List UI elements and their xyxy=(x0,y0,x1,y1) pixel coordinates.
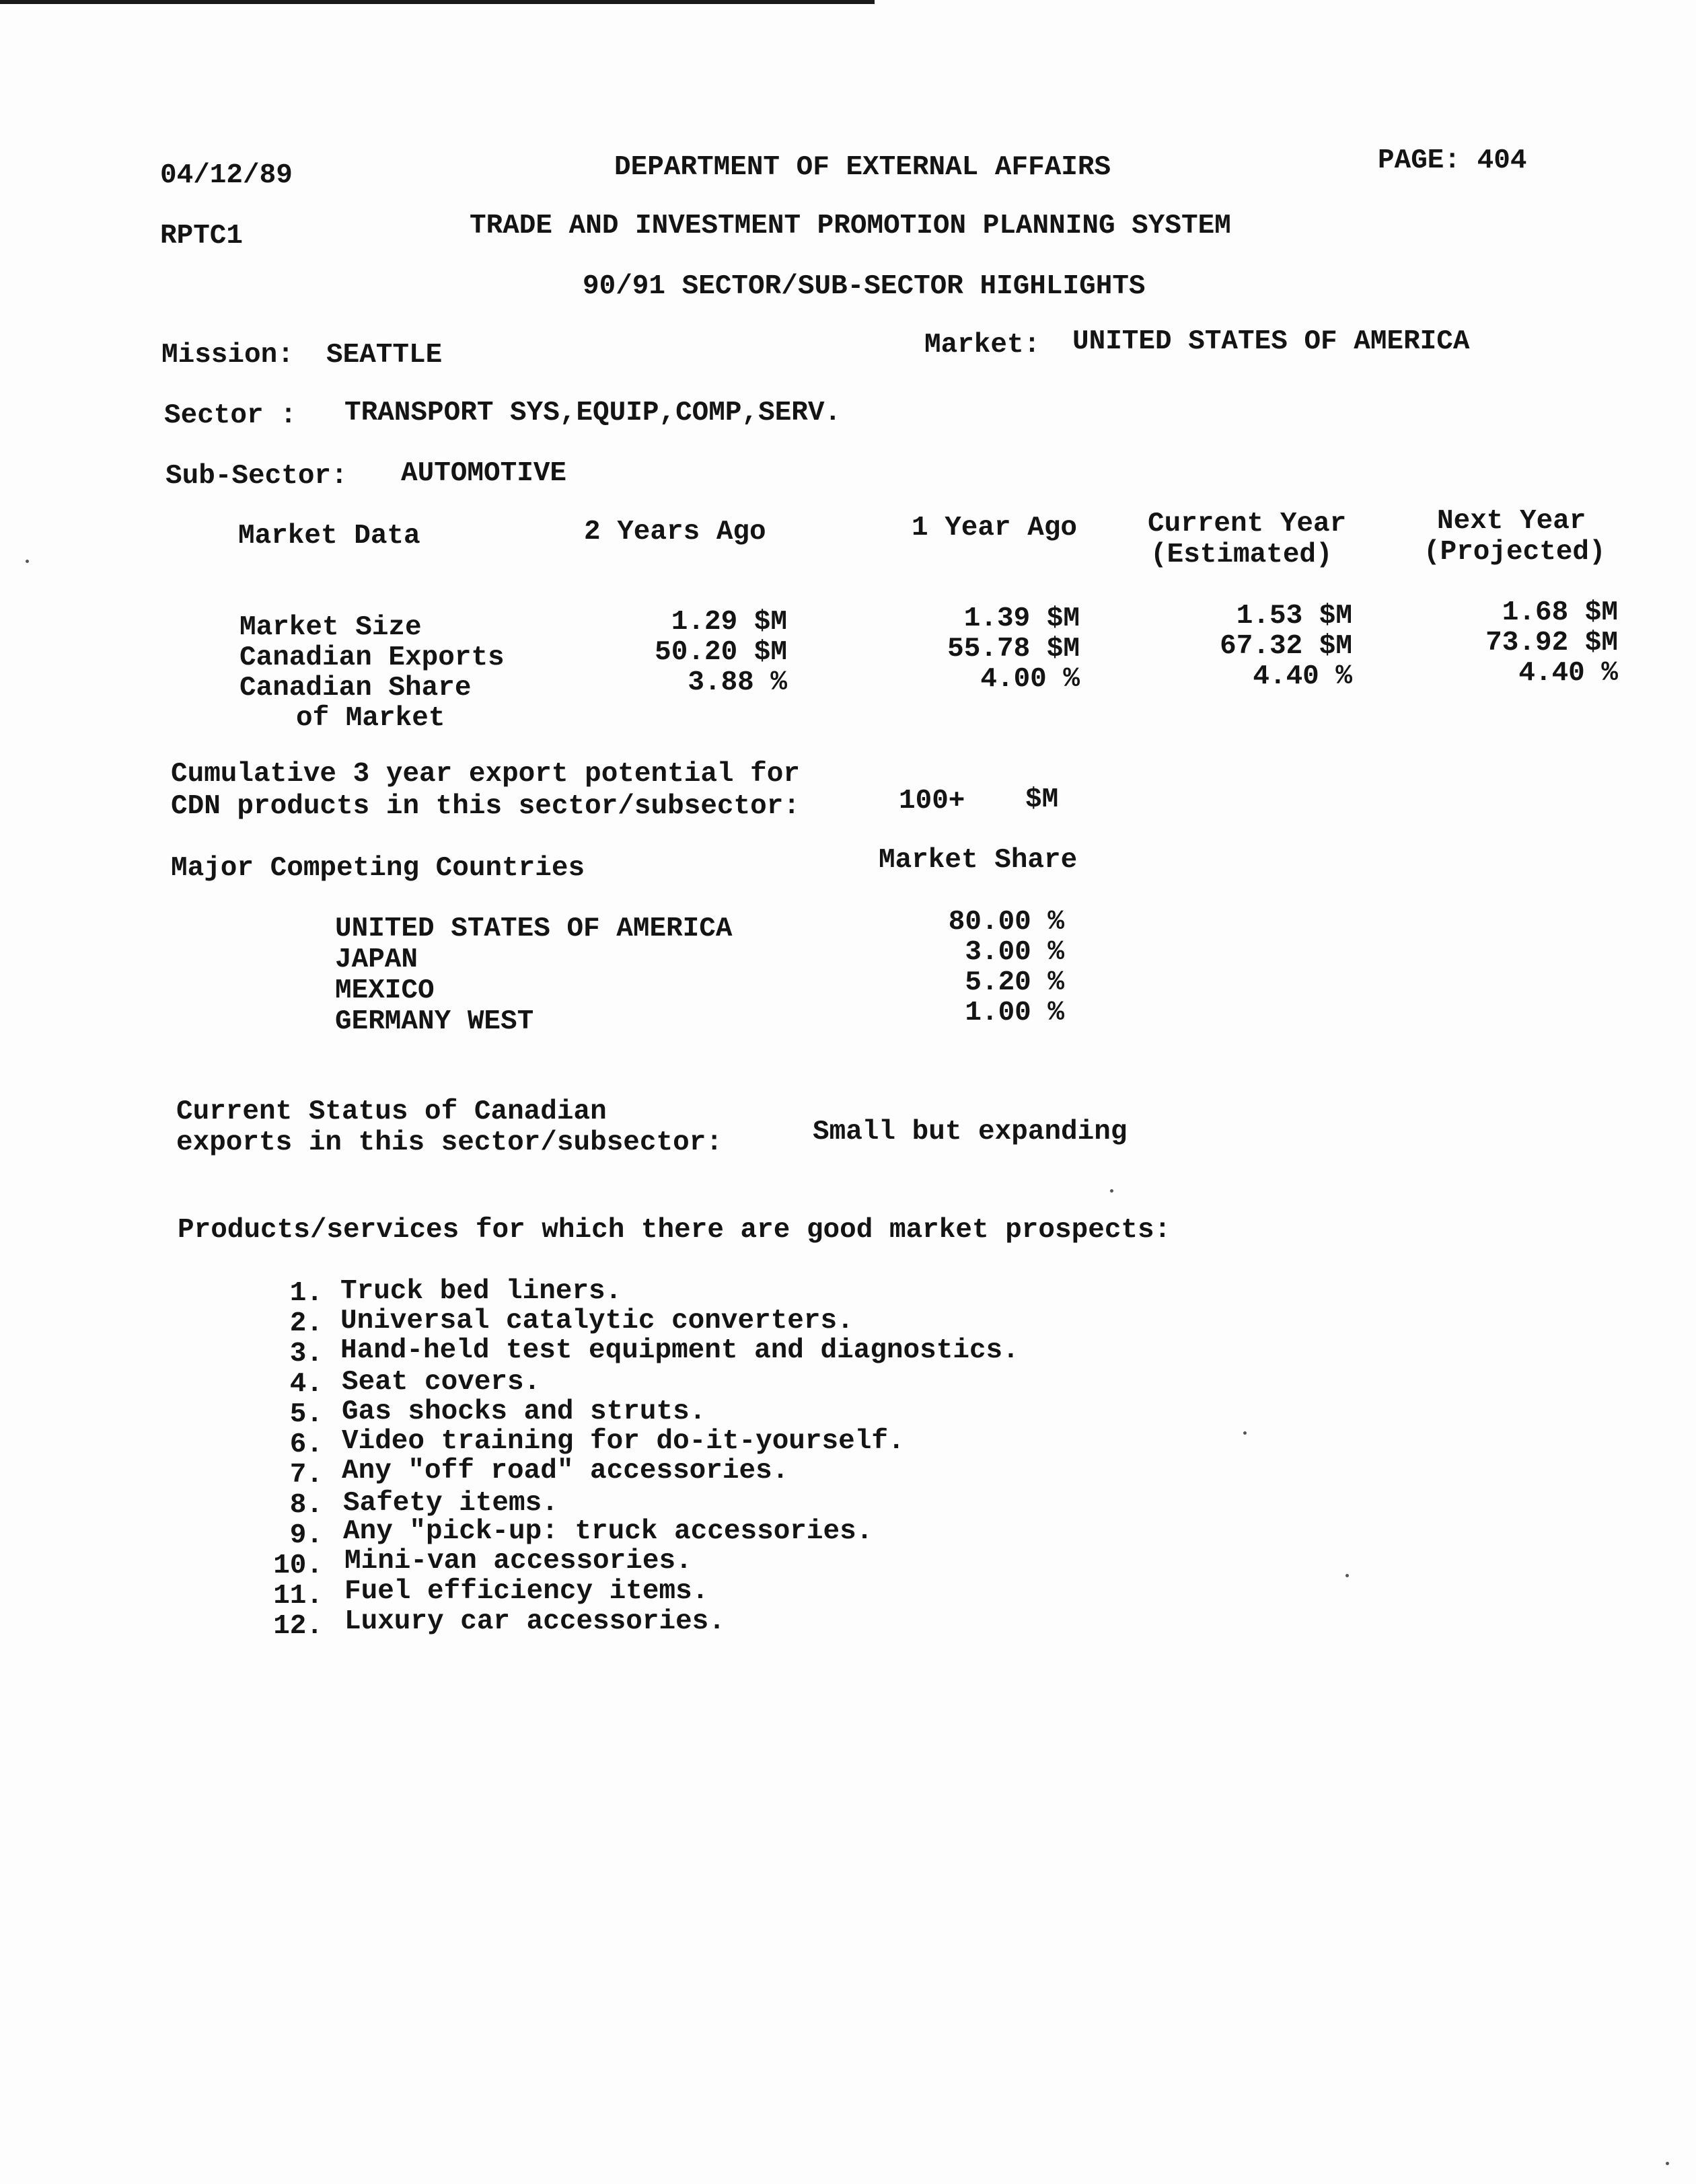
competitor-share-usa: 80.00 % xyxy=(948,907,1064,938)
table-header-current-year: Current Year xyxy=(1148,509,1347,539)
competitor-share-mexico: 5.20 % xyxy=(965,967,1064,998)
competitor-country-mexico: MEXICO xyxy=(335,975,435,1006)
prospect-item: Luxury car accessories. xyxy=(344,1606,725,1637)
department-title: DEPARTMENT OF EXTERNAL AFFAIRS xyxy=(614,152,1111,183)
market-value: UNITED STATES OF AMERICA xyxy=(1072,326,1470,357)
row-label-market-size: Market Size xyxy=(239,612,422,643)
prospect-number: 12. xyxy=(273,1611,323,1642)
canadian-exports-1-year-ago: 55.78 $M xyxy=(947,634,1080,665)
canadian-exports-2-years-ago: 50.20 $M xyxy=(655,637,787,668)
prospect-item: Hand-held test equipment and diagnostics. xyxy=(340,1335,1019,1366)
prospect-item: Safety items. xyxy=(343,1488,558,1519)
competitors-heading: Major Competing Countries xyxy=(171,853,585,884)
prospect-number: 10. xyxy=(273,1550,323,1581)
prospect-number: 11. xyxy=(273,1581,323,1612)
market-label: Market: xyxy=(924,330,1041,361)
canadian-share-next-year: 4.40 % xyxy=(1518,658,1618,689)
prospects-heading: Products/services for which there are good market prospects: xyxy=(178,1215,1171,1246)
prospect-number: 2. xyxy=(289,1308,323,1339)
market-size-next-year: 1.68 $M xyxy=(1502,597,1618,628)
table-header-projected: (Projected) xyxy=(1424,537,1606,568)
table-header-estimated: (Estimated) xyxy=(1150,539,1333,570)
prospect-number: 1. xyxy=(289,1278,323,1309)
scan-edge-line xyxy=(0,0,875,4)
prospect-number: 6. xyxy=(289,1429,323,1460)
export-potential-value: 100+ xyxy=(899,786,965,817)
prospect-number: 4. xyxy=(289,1369,323,1400)
competitor-share-germany-west: 1.00 % xyxy=(965,997,1064,1028)
report-code: RPTC1 xyxy=(160,221,244,252)
prospect-number: 3. xyxy=(289,1339,323,1369)
scan-speck xyxy=(1345,1574,1349,1577)
market-share-heading: Market Share xyxy=(879,845,1078,876)
scan-speck xyxy=(1243,1431,1247,1435)
report-date: 04/12/89 xyxy=(160,160,293,191)
market-size-2-years-ago: 1.29 $M xyxy=(671,607,787,638)
prospect-number: 7. xyxy=(289,1460,323,1491)
prospect-item: Universal catalytic converters. xyxy=(340,1306,854,1336)
row-label-canadian-share: Canadian Share xyxy=(239,673,472,704)
market-size-current-year: 1.53 $M xyxy=(1236,601,1352,632)
market-size-1-year-ago: 1.39 $M xyxy=(963,603,1080,634)
prospect-item: Gas shocks and struts. xyxy=(342,1396,706,1427)
prospect-number: 9. xyxy=(289,1520,323,1551)
row-label-canadian-exports: Canadian Exports xyxy=(239,642,505,673)
prospect-item: Seat covers. xyxy=(342,1367,541,1398)
prospect-number: 5. xyxy=(289,1399,323,1430)
table-header-next-year: Next Year xyxy=(1437,506,1586,537)
prospect-number: 8. xyxy=(289,1490,323,1521)
export-potential-unit: $M xyxy=(1025,784,1059,815)
canadian-share-current-year: 4.40 % xyxy=(1253,661,1352,692)
sector-label: Sector : xyxy=(164,400,297,431)
page-number: PAGE: 404 xyxy=(1378,145,1527,176)
prospect-item: Any "off road" accessories. xyxy=(342,1456,789,1486)
mission-label: Mission: xyxy=(161,340,294,371)
prospect-item: Fuel efficiency items. xyxy=(344,1576,709,1607)
subsector-value: AUTOMOTIVE xyxy=(401,458,567,489)
status-value: Small but expanding xyxy=(813,1117,1128,1147)
export-potential-line2: CDN products in this sector/subsector: xyxy=(171,791,800,822)
prospect-item: Video training for do-it-yourself. xyxy=(342,1426,905,1457)
mission-value: SEATTLE xyxy=(326,340,443,371)
subsector-label: Sub-Sector: xyxy=(165,461,348,492)
canadian-share-2-years-ago: 3.88 % xyxy=(688,667,787,698)
export-potential-line1: Cumulative 3 year export potential for xyxy=(171,759,800,790)
competitor-country-japan: JAPAN xyxy=(335,944,418,975)
prospect-item: Any "pick-up: truck accessories. xyxy=(343,1516,873,1547)
table-header-label: Market Data xyxy=(238,521,420,552)
canadian-exports-next-year: 73.92 $M xyxy=(1485,628,1618,658)
competitor-share-japan: 3.00 % xyxy=(965,937,1064,968)
prospect-item: Truck bed liners. xyxy=(340,1276,622,1307)
prospect-item: Mini-van accessories. xyxy=(344,1546,692,1577)
scan-speck xyxy=(1666,2162,1669,2165)
competitor-country-usa: UNITED STATES OF AMERICA xyxy=(335,913,733,944)
status-line1: Current Status of Canadian xyxy=(176,1096,607,1127)
canadian-exports-current-year: 67.32 $M xyxy=(1220,631,1352,662)
scan-speck xyxy=(26,560,29,563)
competitor-country-germany-west: GERMANY WEST xyxy=(335,1006,534,1037)
scan-speck xyxy=(1110,1189,1113,1193)
sector-value: TRANSPORT SYS,EQUIP,COMP,SERV. xyxy=(344,398,842,428)
table-header-1-year-ago: 1 Year Ago xyxy=(912,513,1078,543)
system-title: TRADE AND INVESTMENT PROMOTION PLANNING SYSTEM xyxy=(470,211,1231,241)
report-title: 90/91 SECTOR/SUB-SECTOR HIGHLIGHTS xyxy=(583,271,1146,302)
row-label-of-market: of Market xyxy=(296,703,445,734)
canadian-share-1-year-ago: 4.00 % xyxy=(980,664,1080,695)
status-line2: exports in this sector/subsector: xyxy=(176,1127,723,1158)
table-header-2-years-ago: 2 Years Ago xyxy=(584,517,766,548)
